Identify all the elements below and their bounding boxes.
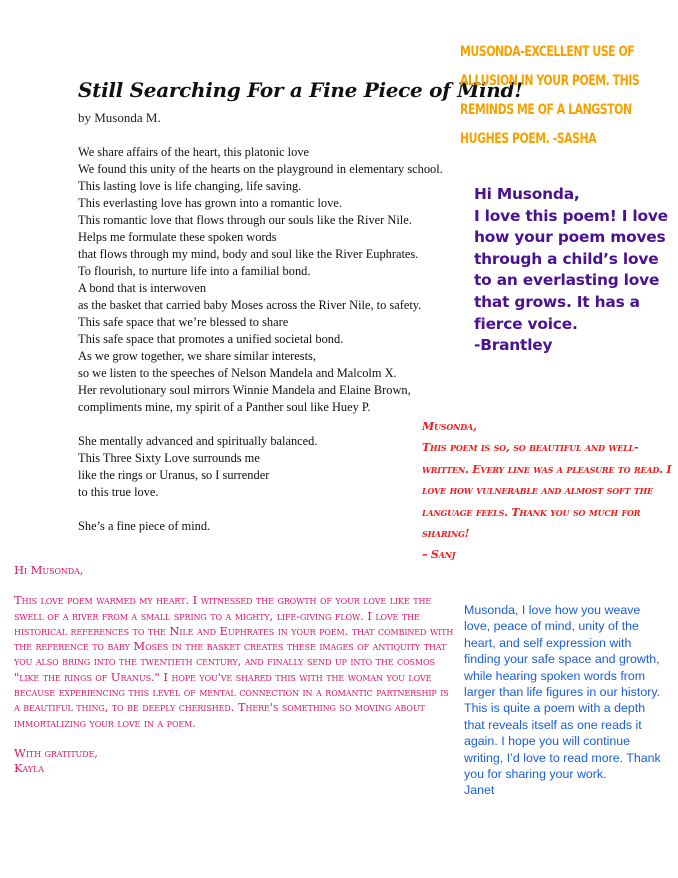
poem-line: She’s a fine piece of mind. <box>78 519 211 533</box>
comment-janet-body: Musonda, I love how you weave love, peace of mind, unity of the heart, and self expression with finding your safe space and growth, while hearing spoken words from larger than life figures in our history. This is quite a poem with a depth that reveals itself as one reads it again. I hope you will continue writing, I’d love to read more. Thank you for sharing your work. <box>464 603 661 782</box>
comment-kayla-body: This love poem warmed my heart. I witnessed the growth of your love like the swell of a river from a small spring to a mighty, life-giving flow. I love the historical references to the Nile and Euphrates in your poem. that combined with the reference to baby Moses in the basket creates these images of antiquity that you also bring into the twentieth century, and finally send up into the cosmos "like the rings of Uranus." I hope you've shared this with the woman you love because experiencing this level of mental connection in a romantic partnership is a beautiful thing, to be deeply cherished. There's something so moving about immortalizing your love in a poem. <box>14 593 454 730</box>
comment-janet <box>464 602 668 799</box>
comment-brantley-greeting: Hi Musonda, <box>474 185 580 203</box>
stanza-1 <box>78 144 498 416</box>
poem-line: This lasting love is life changing, life saving. <box>78 179 302 193</box>
comment-janet-signature: Janet <box>464 783 495 798</box>
poem-line: This romantic love that flows through our souls like the River Nile. <box>78 213 412 227</box>
comment-kayla-signature: Kayla <box>14 761 44 776</box>
poem-author: by Musonda M. <box>78 110 161 125</box>
poem-line: so we listen to the speeches of Nelson Mandela and Malcolm X. <box>78 366 397 380</box>
poem-line: We found this unity of the hearts on the playground in elementary school. <box>78 162 443 176</box>
comment-brantley-body: I love this poem! I love how your poem moves through a child’s love to an everlasting love that grows. It has a fierce voice. <box>474 206 668 333</box>
comment-brantley-signature: -Brantley <box>474 336 553 355</box>
poem-line: Her revolutionary soul mirrors Winnie Mandela and Elaine Brown, <box>78 383 411 397</box>
comment-brantley <box>474 184 674 357</box>
comment-kayla-closing: With gratitude, <box>14 745 98 760</box>
poem-line: to this true love. <box>78 485 159 499</box>
poem-line: We share affairs of the heart, this platonic love <box>78 145 310 159</box>
comment-kayla <box>14 563 454 777</box>
comment-sanj-greeting: Musonda, <box>422 420 477 433</box>
poem-title: Still Searching For a Fine Piece of Mind! <box>78 78 523 102</box>
comment-sanj-body: This poem is so, so beautiful and well-written. Every line was a pleasure to read. I love how vulnerable and almost soft the language feels. Thank you so much for sharing! <box>422 441 672 541</box>
comment-sanj <box>422 416 674 566</box>
poem-line: As we grow together, we share similar interests, <box>78 349 316 363</box>
poem-line: To flourish, to nurture life into a familial bond. <box>78 264 311 278</box>
poem-line: Helps me formulate these spoken words <box>78 230 277 244</box>
comment-sasha: MUSONDA-EXCELLENT USE OF ALLUSION IN YOUR POEM. THIS REMINDS ME OF A LANGSTON HUGHES POEM. -SASHA <box>460 44 640 147</box>
poem-line: This everlasting love has grown into a romantic love. <box>78 196 342 210</box>
poem-line: as the basket that carried baby Moses across the River Nile, to safety. <box>78 298 422 312</box>
poem-line: She mentally advanced and spiritually balanced. <box>78 434 318 448</box>
poem-line: This Three Sixty Love surrounds me <box>78 451 260 465</box>
poem-line: like the rings or Uranus, so I surrender <box>78 468 270 482</box>
comment-kayla-greeting: Hi Musonda, <box>14 563 84 577</box>
poem-line: compliments mine, my spirit of a Panther soul like Huey P. <box>78 400 371 414</box>
poem-line: This safe space that we’re blessed to share <box>78 315 289 329</box>
poem-line: This safe space that promotes a unified societal bond. <box>78 332 344 346</box>
poem-line: that flows through my mind, body and soul like the River Euphrates. <box>78 247 419 261</box>
poem-line: A bond that is interwoven <box>78 281 207 295</box>
comment-sanj-signature: – Sanj <box>422 548 456 562</box>
